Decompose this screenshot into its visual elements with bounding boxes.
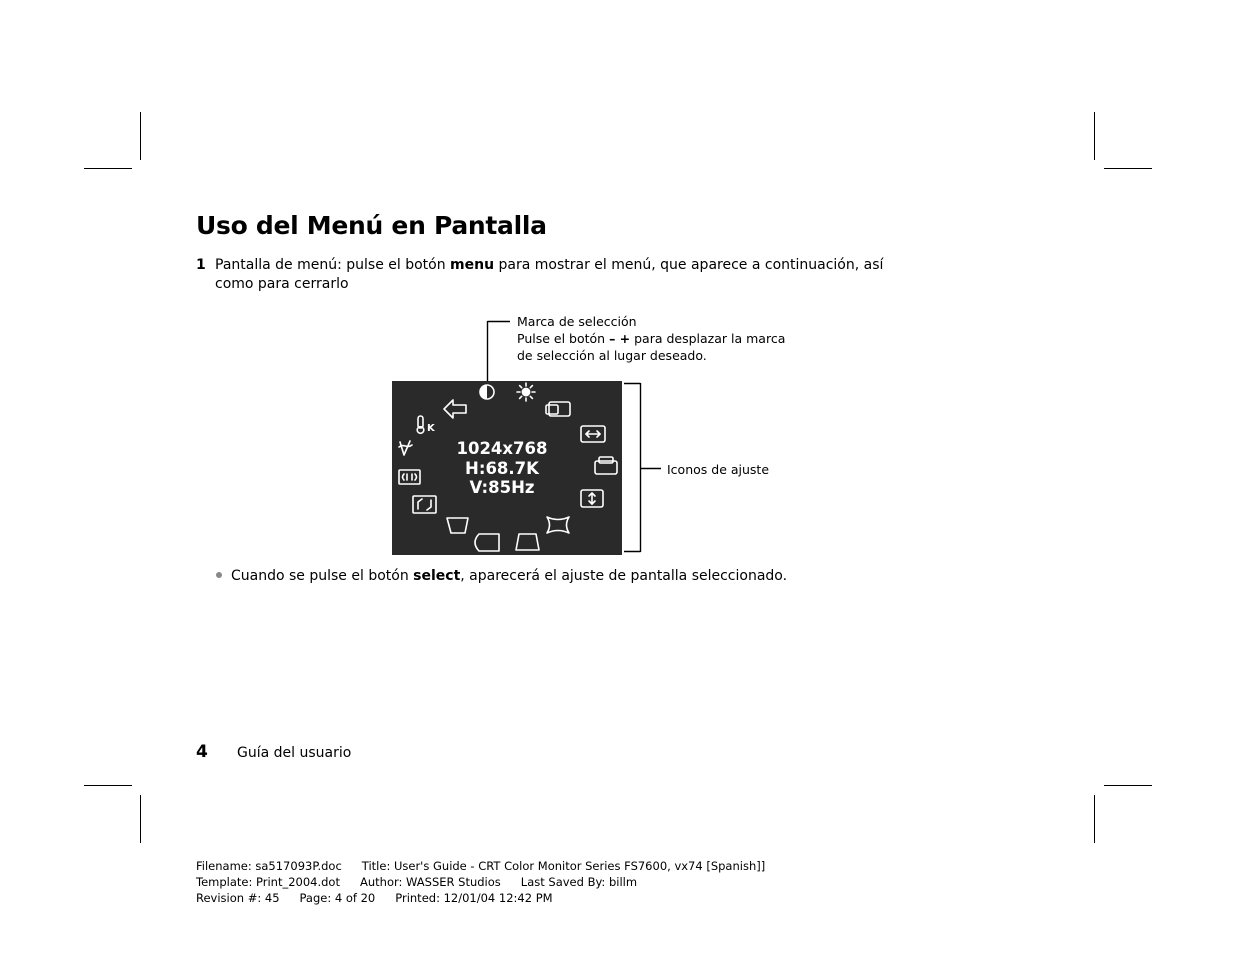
menu-button-label: menu [450, 257, 495, 273]
rotation-icon [413, 496, 436, 513]
color-temperature-icon [417, 416, 424, 433]
crop-mark [1094, 112, 1095, 160]
vertical-size-icon [581, 490, 603, 507]
pincushion-icon [547, 517, 569, 533]
trapezoid-icon [516, 534, 539, 550]
contrast-icon [480, 385, 494, 399]
resolution-text: 1024x768 [456, 439, 548, 458]
select-button-label: select [413, 568, 461, 584]
pin-balance-icon [475, 534, 499, 551]
osd-menu-screen [392, 381, 622, 555]
crop-mark [1094, 795, 1095, 843]
crop-mark [1104, 168, 1152, 169]
adjustment-icons-callout: Iconos de ajuste [667, 462, 770, 477]
vertical-frequency-text: V:85Hz [469, 478, 535, 497]
color-temp-label: K [427, 423, 435, 434]
crop-mark [140, 112, 141, 160]
bullet-icon [216, 572, 222, 578]
step-text: Pantalla de menú: pulse el botón menu para mostrar el menú, que aparece a continuación, así como para cerrarlo [215, 257, 884, 292]
step-number: 1 [196, 257, 206, 273]
resolution-readout [432, 439, 572, 498]
crop-mark [1104, 785, 1152, 786]
crop-mark [84, 168, 132, 169]
degauss-icon [399, 470, 420, 484]
horizontal-size-icon [581, 426, 605, 442]
parallelogram-icon [447, 518, 468, 533]
zoom-icon [546, 402, 570, 416]
crop-mark [140, 795, 141, 843]
crop-mark [84, 785, 132, 786]
horizontal-frequency-text: H:68.7K [465, 458, 539, 478]
page-label: Guía del usuario [237, 745, 352, 761]
step-1 [196, 256, 926, 294]
page-number: 4 [196, 742, 208, 762]
selection-mark-callout: Marca de selección Pulse el botón – + para desplazar la marca de selección al lugar deseado. [517, 314, 786, 363]
bullet-item: Cuando se pulse el botón select, aparecerá el ajuste de pantalla seleccionado. [216, 567, 787, 586]
horizontal-position-icon [595, 457, 617, 474]
exit-icon [444, 400, 466, 418]
page-title: Uso del Menú en Pantalla [196, 211, 547, 240]
moire-icon [399, 441, 412, 455]
brightness-icon [517, 383, 535, 401]
document-metadata: Filename: sa517093P.doc Title: User's Guide - CRT Color Monitor Series FS7600, vx74 [Spanish]] Template: Print_2004.dot Author: WASSER Studios Last Saved By: billm Revision #: 45 Page: 4 of 20 Printed: 12/01/04 12:42 PM [196, 859, 766, 905]
